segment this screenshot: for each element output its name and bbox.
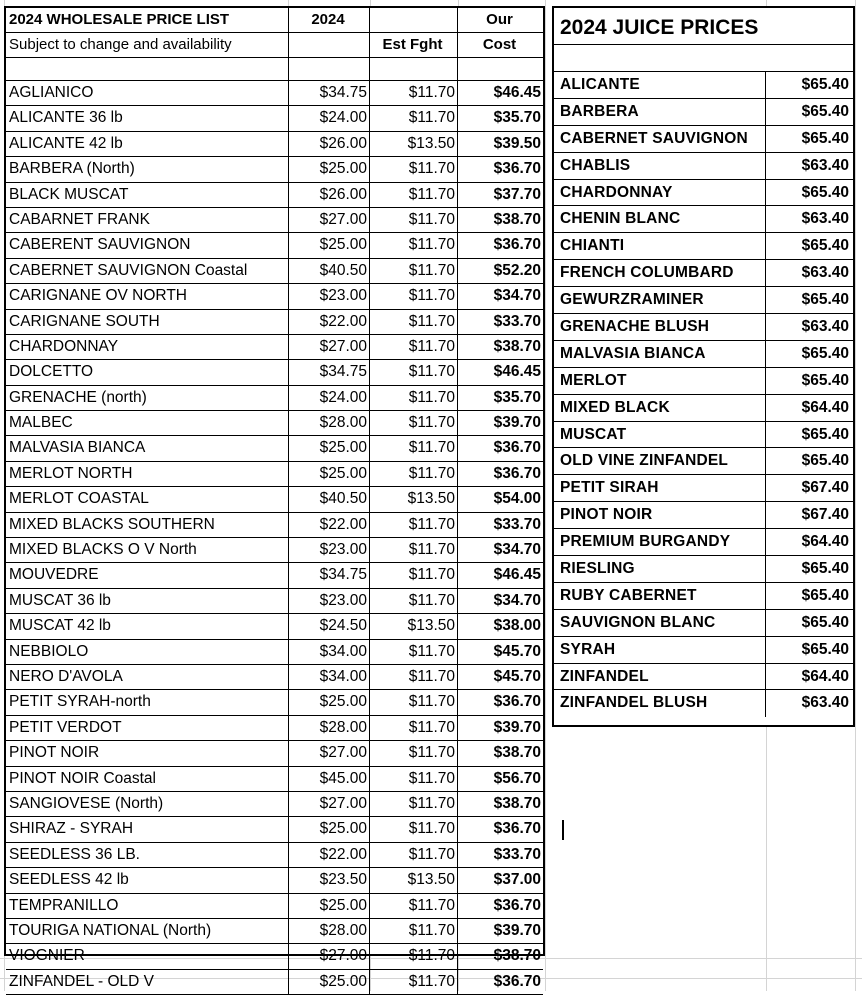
juice-price-cell: $65.40 [801,129,849,147]
price-2024-cell: $23.50 [289,868,370,892]
juice-row[interactable] [554,153,853,180]
our-cost-cell: $36.70 [493,439,541,457]
wholesale-table-body [6,81,543,995]
juice-name-cell: OLD VINE ZINFANDEL [554,448,766,474]
wholesale-row[interactable] [6,614,543,639]
freight-cell: $11.70 [370,259,458,283]
price-2024-cell: $22.00 [289,843,370,867]
juice-row[interactable] [554,314,853,341]
price-2024-cell: $27.00 [289,944,370,968]
juice-name-cell: RIESLING [554,556,766,582]
juice-name-cell: ALICANTE [554,72,766,98]
wholesale-row[interactable] [6,843,543,868]
juice-price-cell: $65.40 [801,425,849,443]
our-cost-cell: $33.70 [493,515,541,533]
our-cost-cell: $54.00 [493,490,541,508]
juice-name-cell: CHIANTI [554,233,766,259]
wholesale-row[interactable] [6,462,543,487]
wine-name-cell: MOUVEDRE [6,563,289,587]
wholesale-blank-row [6,58,543,81]
juice-row[interactable] [554,610,853,637]
wine-name-cell: ALICANTE 42 lb [6,132,289,156]
juice-row[interactable] [554,260,853,287]
wholesale-row[interactable] [6,183,543,208]
juice-name-cell: MUSCAT [554,422,766,448]
juice-price-cell: $65.40 [801,586,849,604]
juice-name-cell: CABERNET SAUVIGNON [554,126,766,152]
wine-name-cell: CARIGNANE SOUTH [6,310,289,334]
juice-price-cell: $65.40 [801,560,849,578]
juice-row[interactable] [554,99,853,126]
price-2024-cell: $34.75 [289,81,370,105]
juice-price-cell: $65.40 [801,344,849,362]
wine-name-cell: CARIGNANE OV NORTH [6,284,289,308]
our-cost-cell: $56.70 [493,769,541,787]
price-2024-cell: $34.00 [289,665,370,689]
price-2024-cell: $24.00 [289,386,370,410]
our-cost-cell: $39.50 [493,134,541,152]
freight-cell: $13.50 [370,487,458,511]
freight-cell: $11.70 [370,462,458,486]
price-2024-cell: $26.00 [289,132,370,156]
wholesale-row[interactable] [6,640,543,665]
our-cost-cell: $36.70 [493,972,541,990]
price-2024-cell: $25.00 [289,233,370,257]
freight-cell: $11.70 [370,970,458,994]
juice-name-cell: MIXED BLACK [554,395,766,421]
freight-cell: $11.70 [370,233,458,257]
price-2024-cell: $25.00 [289,436,370,460]
column-header-year: 2024 [289,8,370,32]
juice-row[interactable] [554,664,853,691]
price-2024-cell: $25.00 [289,462,370,486]
wine-name-cell: SHIRAZ - SYRAH [6,817,289,841]
price-2024-cell: $24.00 [289,106,370,130]
juice-row[interactable] [554,529,853,556]
our-cost-cell: $38.00 [493,617,541,635]
wine-name-cell: SEEDLESS 42 lb [6,868,289,892]
our-cost-cell: $38.70 [493,210,541,228]
wholesale-row[interactable] [6,259,543,284]
freight-cell: $11.70 [370,792,458,816]
our-cost-cell: $34.70 [493,541,541,559]
juice-name-cell: SAUVIGNON BLANC [554,610,766,636]
our-cost-cell: $38.70 [493,337,541,355]
wine-name-cell: BARBERA (North) [6,157,289,181]
wine-name-cell: SEEDLESS 36 LB. [6,843,289,867]
wholesale-row[interactable] [6,233,543,258]
juice-price-cell: $63.40 [801,210,849,228]
our-cost-cell: $46.45 [493,363,541,381]
wine-name-cell: CABARNET FRANK [6,208,289,232]
juice-price-cell: $65.40 [801,452,849,470]
freight-cell: $11.70 [370,894,458,918]
price-2024-cell: $25.00 [289,690,370,714]
juice-row[interactable] [554,395,853,422]
wholesale-row[interactable] [6,894,543,919]
juice-title: 2024 JUICE PRICES [554,8,853,45]
wholesale-row[interactable] [6,487,543,512]
wine-name-cell: CABERNET SAUVIGNON Coastal [6,259,289,283]
juice-row[interactable] [554,287,853,314]
wholesale-row[interactable] [6,792,543,817]
price-2024-cell: $25.00 [289,817,370,841]
price-2024-cell: $27.00 [289,335,370,359]
juice-price-cell: $65.40 [801,371,849,389]
freight-cell: $11.70 [370,386,458,410]
wholesale-price-table [4,6,545,990]
wholesale-row[interactable] [6,335,543,360]
juice-name-cell: FRENCH COLUMBARD [554,260,766,286]
juice-row[interactable] [554,206,853,233]
freight-cell: $11.70 [370,436,458,460]
our-cost-cell: $33.70 [493,312,541,330]
juice-row[interactable] [554,690,853,717]
juice-row[interactable] [554,72,853,99]
juice-row[interactable] [554,475,853,502]
wine-name-cell: NEBBIOLO [6,640,289,664]
our-cost-cell: $46.45 [493,566,541,584]
juice-row[interactable] [554,368,853,395]
juice-row[interactable] [554,556,853,583]
wine-name-cell: TOURIGA NATIONAL (North) [6,919,289,943]
juice-price-cell: $65.40 [801,183,849,201]
our-cost-cell: $36.70 [493,820,541,838]
our-cost-cell: $46.45 [493,84,541,101]
juice-blank-row [554,45,853,72]
wholesale-row[interactable] [6,690,543,715]
juice-price-cell: $64.40 [801,533,849,551]
wine-name-cell: CHARDONNAY [6,335,289,359]
juice-name-cell: CHABLIS [554,153,766,179]
price-2024-cell: $23.00 [289,284,370,308]
juice-name-cell: GRENACHE BLUSH [554,314,766,340]
freight-cell: $11.70 [370,919,458,943]
juice-price-cell: $63.40 [801,156,849,174]
price-2024-cell: $25.00 [289,894,370,918]
juice-price-cell: $65.40 [801,640,849,658]
juice-price-cell: $63.40 [801,694,849,712]
juice-name-cell: CHENIN BLANC [554,206,766,232]
price-2024-cell: $24.50 [289,614,370,638]
juice-row[interactable] [554,502,853,529]
freight-cell: $11.70 [370,411,458,435]
juice-row[interactable] [554,126,853,153]
our-cost-cell: $37.70 [493,185,541,203]
wine-name-cell: MERLOT NORTH [6,462,289,486]
juice-name-cell: PINOT NOIR [554,502,766,528]
freight-cell: $11.70 [370,183,458,207]
juice-price-cell: $67.40 [801,479,849,497]
wholesale-title: 2024 WHOLESALE PRICE LIST [6,8,289,32]
our-cost-cell: $39.70 [493,414,541,432]
freight-cell: $11.70 [370,81,458,105]
price-2024-cell: $28.00 [289,411,370,435]
wine-name-cell: MUSCAT 36 lb [6,589,289,613]
wine-name-cell: VIOGNIER [6,944,289,968]
wholesale-row[interactable] [6,665,543,690]
wine-name-cell: GRENACHE (north) [6,386,289,410]
wholesale-row[interactable] [6,868,543,893]
price-2024-cell: $34.00 [289,640,370,664]
juice-table-body [554,72,853,717]
juice-price-cell: $65.40 [801,76,849,93]
freight-cell: $11.70 [370,106,458,130]
price-2024-cell: $34.75 [289,360,370,384]
wine-name-cell: PINOT NOIR [6,741,289,765]
juice-name-cell: BARBERA [554,99,766,125]
freight-cell: $11.70 [370,335,458,359]
our-cost-cell: $35.70 [493,109,541,127]
freight-cell: $11.70 [370,640,458,664]
wine-name-cell: MIXED BLACKS SOUTHERN [6,513,289,537]
wine-name-cell: PETIT SYRAH-north [6,690,289,714]
freight-cell: $11.70 [370,157,458,181]
our-cost-cell: $45.70 [493,642,541,660]
freight-cell: $11.70 [370,944,458,968]
price-2024-cell: $28.00 [289,919,370,943]
wine-name-cell: MALBEC [6,411,289,435]
our-cost-cell: $37.00 [493,871,541,889]
price-2024-cell: $28.00 [289,716,370,740]
juice-name-cell: MERLOT [554,368,766,394]
price-2024-cell: $34.75 [289,563,370,587]
juice-name-cell: RUBY CABERNET [554,583,766,609]
price-2024-cell: $40.50 [289,259,370,283]
wine-name-cell: MERLOT COASTAL [6,487,289,511]
wine-name-cell: SANGIOVESE (North) [6,792,289,816]
freight-cell: $11.70 [370,208,458,232]
column-subheader-blank [289,33,370,57]
juice-name-cell: PETIT SIRAH [554,475,766,501]
wine-name-cell: CABERENT SAUVIGNON [6,233,289,257]
wine-name-cell: ALICANTE 36 lb [6,106,289,130]
freight-cell: $11.70 [370,741,458,765]
wine-name-cell: ZINFANDEL - OLD V [6,970,289,994]
price-2024-cell: $25.00 [289,970,370,994]
wholesale-subheader-row [6,33,543,58]
wine-name-cell: AGLIANICO [6,81,289,105]
wholesale-row[interactable] [6,817,543,842]
juice-name-cell: CHARDONNAY [554,180,766,206]
juice-price-cell: $65.40 [801,102,849,120]
wholesale-row[interactable] [6,563,543,588]
price-2024-cell: $40.50 [289,487,370,511]
wholesale-row[interactable] [6,310,543,335]
column-header-blank [370,8,458,32]
wine-name-cell: MUSCAT 42 lb [6,614,289,638]
juice-row[interactable] [554,583,853,610]
freight-cell: $11.70 [370,716,458,740]
our-cost-cell: $36.70 [493,160,541,178]
wholesale-row[interactable] [6,513,543,538]
wholesale-row[interactable] [6,157,543,182]
our-cost-cell: $36.70 [493,464,541,482]
price-2024-cell: $22.00 [289,310,370,334]
our-cost-cell: $39.70 [493,921,541,939]
wholesale-row[interactable] [6,919,543,944]
juice-name-cell: ZINFANDEL BLUSH [554,690,766,717]
juice-name-cell: PREMIUM BURGANDY [554,529,766,555]
price-2024-cell: $25.00 [289,157,370,181]
freight-cell: $11.70 [370,538,458,562]
price-2024-cell: $27.00 [289,792,370,816]
price-2024-cell: $27.00 [289,208,370,232]
juice-price-cell: $65.40 [801,291,849,309]
price-2024-cell: $23.00 [289,538,370,562]
freight-cell: $11.70 [370,284,458,308]
juice-name-cell: GEWURZRAMINER [554,287,766,313]
column-header-our: Our [486,11,513,28]
wholesale-row[interactable] [6,944,543,969]
our-cost-cell: $33.70 [493,845,541,863]
wholesale-row[interactable] [6,411,543,436]
juice-price-cell: $65.40 [801,237,849,255]
juice-price-cell: $67.40 [801,506,849,524]
wholesale-row[interactable] [6,132,543,157]
price-2024-cell: $23.00 [289,589,370,613]
juice-row[interactable] [554,448,853,475]
wine-name-cell: DOLCETTO [6,360,289,384]
column-header-cost: Cost [482,36,517,53]
wine-name-cell: TEMPRANILLO [6,894,289,918]
juice-price-cell: $64.40 [801,667,849,685]
freight-cell: $11.70 [370,767,458,791]
price-2024-cell: $27.00 [289,741,370,765]
our-cost-cell: $34.70 [493,591,541,609]
wine-name-cell: PETIT VERDOT [6,716,289,740]
juice-price-cell: $63.40 [801,318,849,336]
wholesale-row[interactable] [6,106,543,131]
wholesale-row[interactable] [6,208,543,233]
our-cost-cell: $36.70 [493,236,541,254]
wholesale-subtitle: Subject to change and availability [6,33,289,57]
freight-cell: $11.70 [370,563,458,587]
freight-cell: $11.70 [370,817,458,841]
our-cost-cell: $38.70 [493,794,541,812]
juice-price-table [552,6,855,727]
wholesale-row[interactable] [6,386,543,411]
wholesale-row[interactable] [6,970,543,995]
juice-price-cell: $63.40 [801,264,849,282]
juice-row[interactable] [554,180,853,207]
wine-name-cell: MALVASIA BIANCA [6,436,289,460]
our-cost-cell: $38.70 [493,947,541,965]
our-cost-cell: $38.70 [493,744,541,762]
wine-name-cell: MIXED BLACKS O V North [6,538,289,562]
freight-cell: $11.70 [370,513,458,537]
juice-row[interactable] [554,341,853,368]
wine-name-cell: BLACK MUSCAT [6,183,289,207]
juice-name-cell: MALVASIA BIANCA [554,341,766,367]
price-2024-cell: $26.00 [289,183,370,207]
wine-name-cell: NERO D'AVOLA [6,665,289,689]
freight-cell: $11.70 [370,360,458,384]
our-cost-cell: $34.70 [493,287,541,305]
freight-cell: $11.70 [370,843,458,867]
juice-row[interactable] [554,233,853,260]
our-cost-cell: $39.70 [493,718,541,736]
freight-cell: $11.70 [370,665,458,689]
wholesale-header-row [6,8,543,33]
our-cost-cell: $36.70 [493,693,541,711]
freight-cell: $13.50 [370,868,458,892]
wholesale-row[interactable] [6,538,543,563]
juice-name-cell: SYRAH [554,637,766,663]
freight-cell: $11.70 [370,310,458,334]
our-cost-cell: $35.70 [493,388,541,406]
wholesale-row[interactable] [6,716,543,741]
our-cost-cell: $36.70 [493,896,541,914]
wholesale-row[interactable] [6,589,543,614]
juice-row[interactable] [554,422,853,449]
text-cursor-icon [562,820,564,840]
freight-cell: $13.50 [370,614,458,638]
freight-cell: $11.70 [370,589,458,613]
wholesale-row[interactable] [6,284,543,309]
wholesale-row[interactable] [6,767,543,792]
freight-cell: $13.50 [370,132,458,156]
column-header-freight: Est Fght [370,33,458,57]
wholesale-row[interactable] [6,741,543,766]
juice-price-cell: $64.40 [801,398,849,416]
wholesale-row[interactable] [6,436,543,461]
juice-price-cell: $65.40 [801,613,849,631]
wholesale-row[interactable] [6,81,543,106]
juice-name-cell: ZINFANDEL [554,664,766,690]
our-cost-cell: $45.70 [493,667,541,685]
price-2024-cell: $22.00 [289,513,370,537]
wine-name-cell: PINOT NOIR Coastal [6,767,289,791]
our-cost-cell: $52.20 [493,261,541,279]
juice-row[interactable] [554,637,853,664]
wholesale-row[interactable] [6,360,543,385]
price-2024-cell: $45.00 [289,767,370,791]
freight-cell: $11.70 [370,690,458,714]
